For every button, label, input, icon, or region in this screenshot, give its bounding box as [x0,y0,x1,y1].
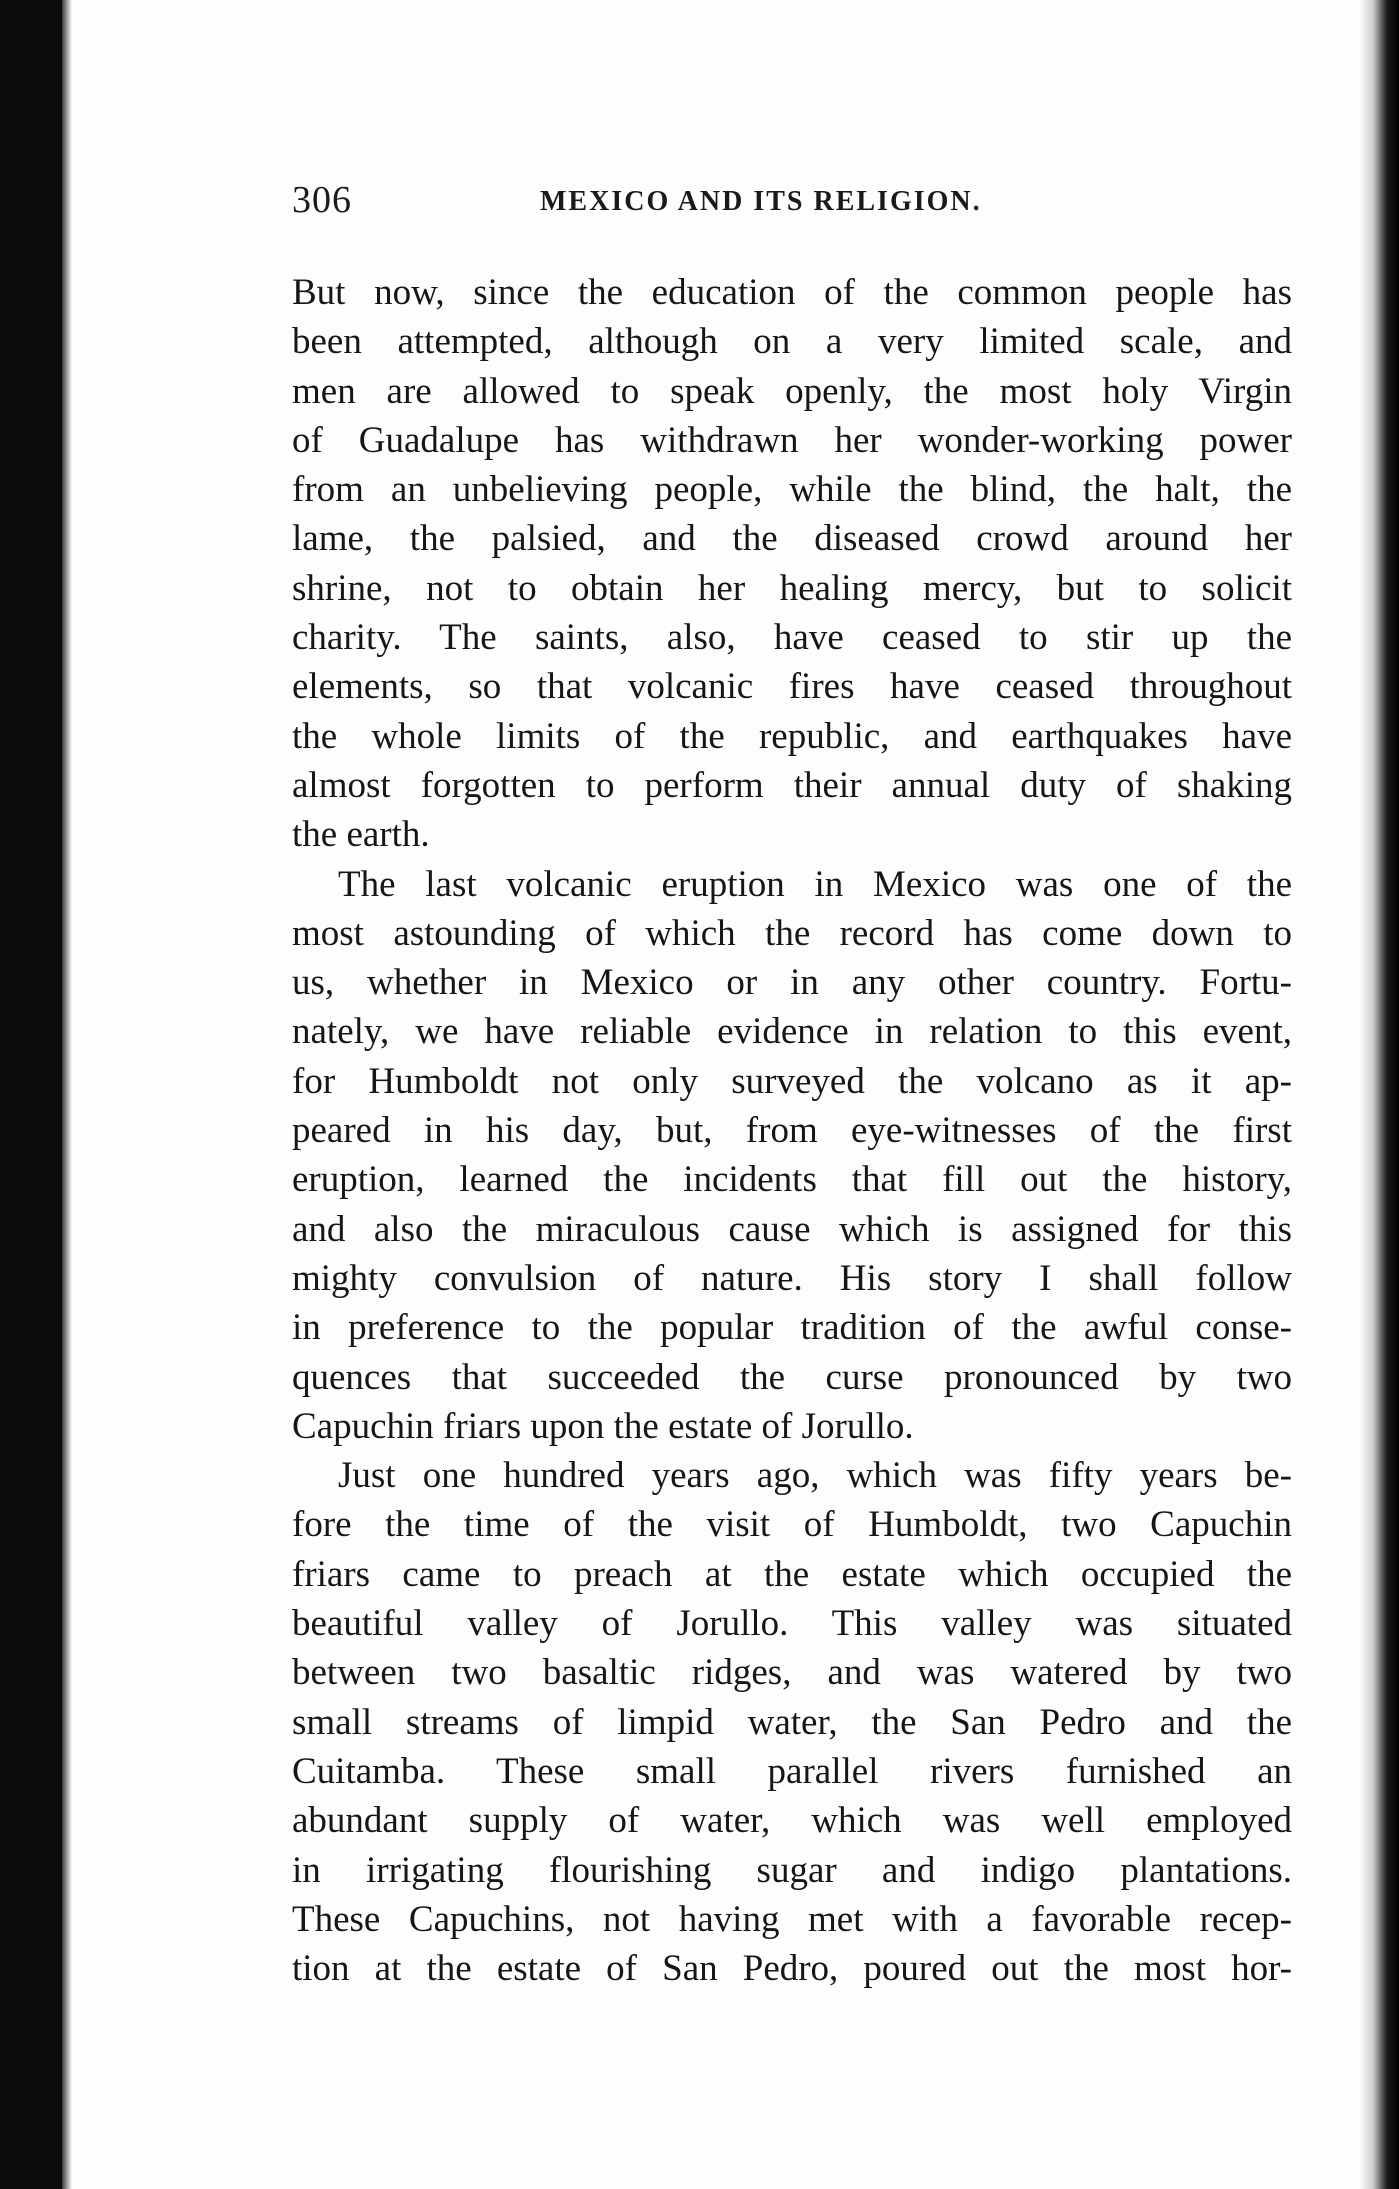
text-line: in preference to the popular tradition of the awful conse- [292,1307,1292,1349]
text-line: These Capuchins, not having met with a favorable recep- [292,1898,1292,1940]
text-line: peared in his day, but, from eye-witnesses of the first [292,1110,1292,1152]
running-title: MEXICO AND ITS RELIGION. [540,186,982,217]
text-line: beautiful valley of Jorullo. This valley was situated [292,1603,1292,1645]
text-line: But now, since the education of the common people has [292,272,1292,313]
text-line: the earth. [292,814,430,856]
page-edge-shadow [1359,0,1399,2189]
text-line: charity. The saints, also, have ceased to stir up the [292,617,1292,659]
paragraph-start-line: The last volcanic eruption in Mexico was one of the [338,863,1292,905]
gutter-shadow [62,0,72,2189]
text-line: almost forgotten to perform their annual duty of shaking [292,764,1292,806]
text-line: the whole limits of the republic, and earthquakes have [292,715,1292,757]
text-line: for Humboldt not only surveyed the volcano as it ap- [292,1060,1292,1102]
text-line: eruption, learned the incidents that fill out the history, [292,1159,1292,1201]
paragraph-start-line: Just one hundred years ago, which was fifty years be- [338,1455,1292,1497]
text-line: elements, so that volcanic fires have ceased throughout [292,666,1292,708]
text-line: men are allowed to speak openly, the most holy Virgin [292,370,1292,412]
text-line: most astounding of which the record has come down to [292,912,1292,954]
text-line: small streams of limpid water, the San Pedro and the [292,1701,1292,1743]
text-line: Cuitamba. These small parallel rivers furnished an [292,1750,1292,1792]
text-line: from an unbelieving people, while the blind, the halt, the [292,469,1292,511]
text-line: friars came to preach at the estate which occupied the [292,1553,1292,1595]
text-line: mighty convulsion of nature. His story I shall follow [292,1257,1292,1299]
text-line: quences that succeeded the curse pronounced by two [292,1356,1292,1398]
page-number: 306 [292,179,352,221]
text-line: fore the time of the visit of Humboldt, two Capuchin [292,1504,1292,1546]
text-line: of Guadalupe has withdrawn her wonder-working power [292,419,1292,461]
body-text [292,268,1292,1993]
text-line: shrine, not to obtain her healing mercy, but to solicit [292,567,1292,609]
text-line: us, whether in Mexico or in any other country. Fortu- [292,962,1292,1004]
book-spine-shadow [0,0,62,2189]
text-line: been attempted, although on a very limited scale, and [292,321,1292,363]
text-line: tion at the estate of San Pedro, poured out the most hor- [292,1948,1292,1990]
text-line: Capuchin friars upon the estate of Jorullo. [292,1405,914,1447]
page-header [292,178,1292,238]
text-line: nately, we have reliable evidence in relation to this event, [292,1011,1292,1053]
text-line: in irrigating flourishing sugar and indigo plantations. [292,1849,1292,1891]
text-line: abundant supply of water, which was well employed [292,1800,1292,1842]
text-line: lame, the palsied, and the diseased crowd around her [292,518,1292,560]
text-line: between two basaltic ridges, and was watered by two [292,1652,1292,1694]
text-line: and also the miraculous cause which is assigned for this [292,1208,1292,1250]
